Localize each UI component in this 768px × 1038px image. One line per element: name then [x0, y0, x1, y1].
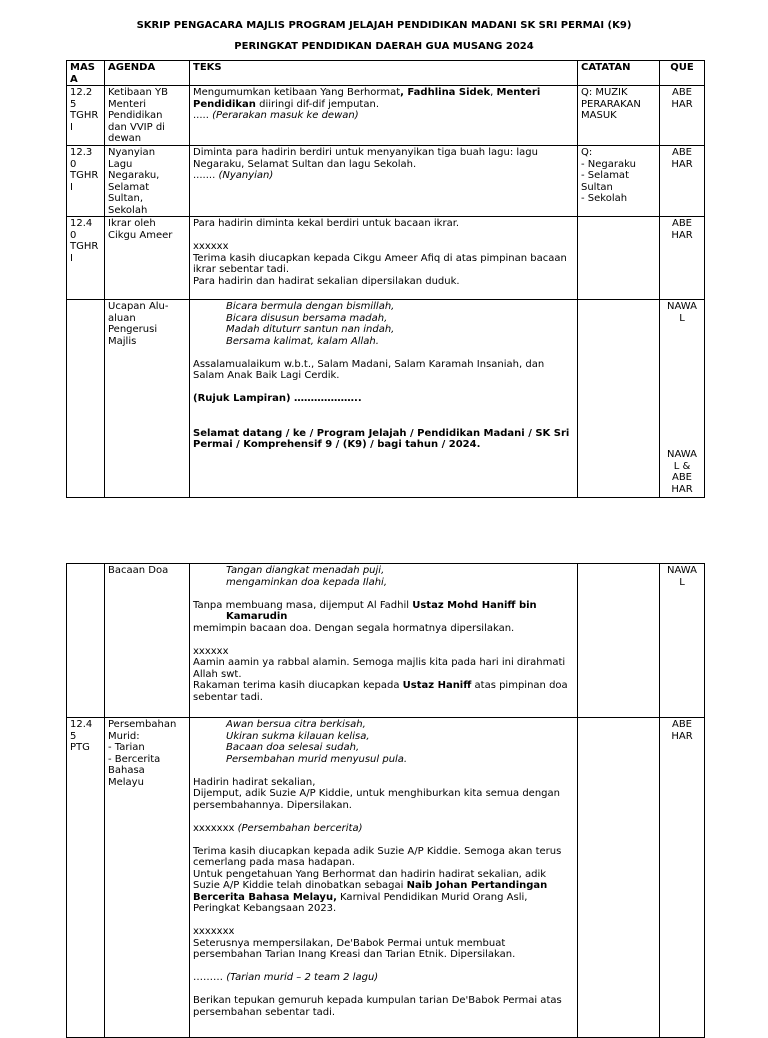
cell-catatan [578, 718, 660, 1038]
cell-masa [67, 564, 105, 718]
header-teks: TEKS [190, 61, 578, 86]
cell-masa: 12.2 5 TGHR I [67, 86, 105, 146]
cell-catatan [578, 564, 660, 718]
header-agenda: AGENDA [105, 61, 190, 86]
script-table-page-1 [66, 60, 705, 498]
header-que: QUE [660, 61, 705, 86]
cell-teks: Para hadirin diminta kekal berdiri untuk bacaan ikrar. xxxxxx Terima kasih diucapkan kepada Cikgu Ameer Afiq di atas pimpinan bacaan ikrar sebentar tadi. Para hadirin dan hadirat sekalian dipersilakan duduk. [190, 217, 578, 300]
cell-teks: Tangan diangkat menadah puji, mengaminkan doa kepada Ilahi, Tanpa membuang masa, dijemput Al Fadhil Ustaz Mohd Haniff bin Kamarudin memimpin bacaan doa. Dengan segala hormatnya dipersilakan. xxxxxx Aamin aamin ya rabbal alamin. Semoga majlis kita pada hari ini dirahmati Allah swt. Rakaman terima kasih diucapkan kepada Ustaz Haniff atas pimpinan doa sebentar tadi. [190, 564, 578, 718]
document-subtitle: PERINGKAT PENDIDIKAN DAERAH GUA MUSANG 2024 [234, 41, 534, 52]
script-table-page-2 [66, 563, 705, 1038]
pantun-line: mengaminkan doa kepada Ilahi, [226, 576, 387, 588]
cell-que: NAWA L NAWA L & ABE HAR [660, 300, 705, 498]
pantun-line: Bicara disusun bersama madah, [226, 312, 388, 324]
cell-que: ABE HAR [660, 86, 705, 146]
pantun-line: Persembahan murid menyusul pula. [226, 753, 408, 765]
cell-que: NAWA L [660, 564, 705, 718]
pantun-line: Bicara bermula dengan bismillah, [226, 301, 395, 312]
cell-teks: Bicara bermula dengan bismillah, Bicara disusun bersama madah, Madah dituturr santun nan indah, Bersama kalimat, kalam Allah. Assalamualaikum w.b.t., Salam Madani, Salam Karamah Insaniah, dan Salam Anak Baik Lagi Cerdik. (Rujuk Lampiran) ……………….. Selamat datang / ke / Program Jelajah / Pendidikan Madani / SK Sri Permai / Komprehensif 9 / (K9) / bagi tahun / 2024. [190, 300, 578, 498]
pantun-line: Bacaan doa selesai sudah, [226, 742, 360, 753]
cell-agenda: Ketibaan YB Menteri Pendidikan dan VVIP di dewan [105, 86, 190, 146]
pantun-line: Tangan diangkat menadah puji, [226, 565, 385, 576]
cell-agenda: Nyanyian Lagu Negaraku, Selamat Sultan, Sekolah [105, 146, 190, 217]
cell-catatan [578, 300, 660, 498]
pantun-line: Madah dituturr santun nan indah, [226, 324, 395, 335]
cell-catatan: Q: MUZIK PERARAKAN MASUK [578, 86, 660, 146]
table-row [67, 300, 705, 498]
cell-masa [67, 300, 105, 498]
table-row [67, 564, 705, 718]
pantun-line: Bersama kalimat, kalam Allah. [226, 335, 379, 347]
cell-catatan [578, 217, 660, 300]
table-row [67, 86, 705, 146]
cell-agenda: Ikrar oleh Cikgu Ameer [105, 217, 190, 300]
pantun-line: Awan bersua citra berkisah, [226, 719, 366, 730]
cell-masa: 12.4 5 PTG [67, 718, 105, 1038]
cell-masa: 12.4 0 TGHR I [67, 217, 105, 300]
cell-masa: 12.3 0 TGHR I [67, 146, 105, 217]
table-row [67, 217, 705, 300]
pantun-line: Ukiran sukma kilauan kelisa, [226, 730, 370, 742]
cell-agenda: Bacaan Doa [105, 564, 190, 718]
table-row [67, 146, 705, 217]
cell-teks: Awan bersua citra berkisah, Ukiran sukma kilauan kelisa, Bacaan doa selesai sudah, Persembahan murid menyusul pula. Hadirin hadirat sekalian, Dijemput, adik Suzie A/P Kiddie, untuk menghiburkan kita semua dengan persembahannya. Dipersilakan. xxxxxxx (Persembahan bercerita) Terima kasih diucapkan kepada adik Suzie A/P Kiddie. Semoga akan terus cemerlang pada masa hadapan. Untuk pengetahuan Yang Berhormat dan hadirin hadirat sekalian, adik Suzie A/P Kiddie telah dinobatkan sebagai Naib Johan Pertandingan Bercerita Bahasa Melayu, Karnival Pendidikan Murid Orang Asli, Peringkat Kebangsaan 2023. xxxxxxx Seterusnya mempersilakan, De'Babok Permai untuk membuat persembahan Tarian Inang Kreasi dan Tarian Etnik. Dipersilakan. ……… (Tarian murid – 2 team 2 lagu) Berikan tepukan gemuruh kepada kumpulan tarian De'Babok Permai atas persembahan sebentar tadi. [190, 718, 578, 1038]
cell-teks: Mengumumkan ketibaan Yang Berhormat, Fadhlina Sidek, Menteri Pendidikan diiringi dif-dif jemputan. ..... (Perarakan masuk ke dewan) [190, 86, 578, 146]
cell-agenda: Persembahan Murid: - Tarian - Bercerita Bahasa Melayu [105, 718, 190, 1038]
cell-que: ABE HAR [660, 217, 705, 300]
cell-catatan: Q: - Negaraku - Selamat Sultan - Sekolah [578, 146, 660, 217]
header-masa: MAS A [67, 61, 105, 86]
cell-que: ABE HAR [660, 718, 705, 1038]
document-title: SKRIP PENGACARA MAJLIS PROGRAM JELAJAH PENDIDIKAN MADANI SK SRI PERMAI (K9) [136, 20, 632, 31]
header-catatan: CATATAN [578, 61, 660, 86]
cell-que: ABE HAR [660, 146, 705, 217]
table-header-row [67, 61, 705, 86]
cell-teks: Diminta para hadirin berdiri untuk menyanyikan tiga buah lagu: lagu Negaraku, Selamat Sultan dan lagu Sekolah. ....... (Nyanyian) [190, 146, 578, 217]
cell-agenda: Ucapan Alu- aluan Pengerusi Majlis [105, 300, 190, 498]
table-row [67, 718, 705, 1038]
